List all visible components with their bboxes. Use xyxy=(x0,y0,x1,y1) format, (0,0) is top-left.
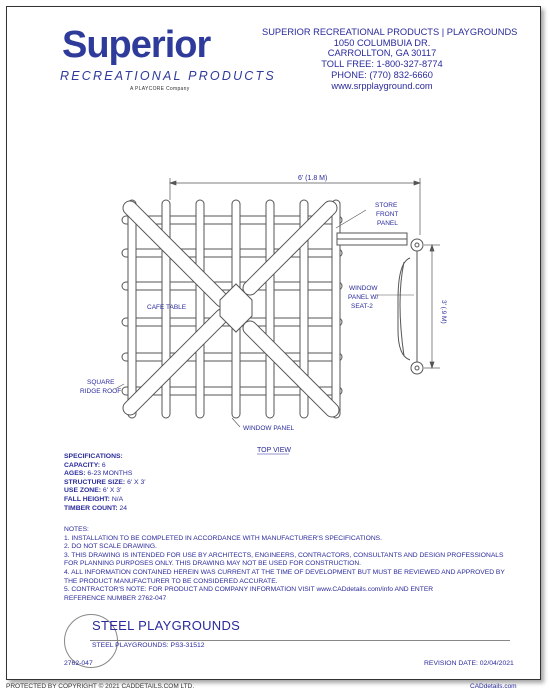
spec-row: USE ZONE: 6' X 3' xyxy=(64,487,122,495)
drawing-title: STEEL PLAYGROUNDS xyxy=(92,618,241,633)
notes-heading: NOTES: xyxy=(64,526,89,533)
spec-row: CAPACITY: 6 xyxy=(64,461,106,469)
store-front-panel xyxy=(336,210,423,374)
brand-parent: A PLAYCORE Company xyxy=(130,86,190,92)
note-line: 4. ALL INFORMATION CONTAINED HEREIN WAS CURRENT AT THE TIME OF DEVELOPMENT BUT MUST BE REVIEWED AND APPROVED BY xyxy=(64,568,505,576)
width-dimension-label: 6' (1.8 M) xyxy=(298,175,328,182)
brand-tagline: RECREATIONAL PRODUCTS xyxy=(60,69,276,83)
notes xyxy=(64,526,505,603)
depth-dimension xyxy=(424,245,440,368)
label-window-panel: WINDOW PANEL xyxy=(243,425,295,432)
note-line: THE PRODUCT MANUFACTURER TO BE CONSIDERED ACCURATE. xyxy=(64,577,278,585)
label-window-seat-1: WINDOW xyxy=(349,285,378,292)
note-line: 2. DO NOT SCALE DRAWING. xyxy=(64,543,157,551)
note-line: REFERENCE NUMBER 2762-047 xyxy=(64,594,167,602)
note-line: 5. CONTRACTOR'S NOTE: FOR PRODUCT AND COMPANY INFORMATION VISIT www.CADdetails.com/info AND ENTER xyxy=(64,586,434,594)
drawing-subtitle: STEEL PLAYGROUNDS: PS3-31512 xyxy=(92,642,205,649)
label-roof-2: RIDGE ROOF xyxy=(80,388,122,395)
company-tollfree: TOLL FREE: 1-800-327-8774 xyxy=(321,59,443,70)
note-line: FOR PLANNING PURPOSES ONLY. THIS DRAWING MAY NOT BE USED FOR CONSTRUCTION. xyxy=(64,560,362,568)
company-name: SUPERIOR RECREATIONAL PRODUCTS | PLAYGROUNDS xyxy=(262,27,518,37)
company-phone: PHONE: (770) 832-6660 xyxy=(331,69,433,80)
spec-row: FALL HEIGHT: N/A xyxy=(64,495,124,503)
note-line: 3. THIS DRAWING IS INTENDED FOR USE BY ARCHITECTS, ENGINEERS, CONTRACTORS, CONSULTANTS AND DESIGN PROFESSIONALS xyxy=(64,551,504,559)
view-title: TOP VIEW xyxy=(257,447,291,454)
label-roof-1: SQUARE xyxy=(87,379,115,386)
label-store-3: PANEL xyxy=(377,220,398,227)
copyright-notice: PROTECTED BY COPYRIGHT © 2021 CADDETAILS.COM LTD. xyxy=(6,683,195,690)
label-window-seat-3: SEAT-2 xyxy=(351,303,373,310)
label-store-1: STORE xyxy=(375,202,398,209)
footer-site-link[interactable]: CADdetails.com xyxy=(470,683,517,690)
specs-heading: SPECIFICATIONS: xyxy=(64,453,123,460)
reference-number: 2762-047 xyxy=(64,660,93,667)
depth-dimension-label: 3' (.9 M) xyxy=(440,300,447,324)
company-address2: CARROLLTON, GA 30117 xyxy=(327,48,437,59)
company-website[interactable]: www.srpplayground.com xyxy=(331,80,433,91)
label-cafe-table: CAFE TABLE xyxy=(147,304,187,311)
title-block-line xyxy=(90,640,510,641)
brand-logo: Superior xyxy=(62,24,211,66)
vertical-timber xyxy=(196,200,204,418)
vertical-timber xyxy=(128,200,136,418)
vertical-timber xyxy=(266,200,274,418)
spec-row: TIMBER COUNT: 24 xyxy=(64,504,128,512)
note-line: 1. INSTALLATION TO BE COMPLETED IN ACCORDANCE WITH MANUFACTURER'S SPECIFICATIONS. xyxy=(64,534,382,542)
spec-row: STRUCTURE SIZE: 6' X 3' xyxy=(64,478,146,486)
label-window-seat-2: PANEL W/ xyxy=(348,294,379,301)
spec-row: AGES: 6-23 MONTHS xyxy=(64,470,133,478)
label-store-2: FRONT xyxy=(376,211,399,218)
revision-date: REVISION DATE: 02/04/2021 xyxy=(424,660,514,667)
company-address1: 1050 COLUMBUIA DR. xyxy=(333,37,431,48)
specifications xyxy=(64,453,146,513)
